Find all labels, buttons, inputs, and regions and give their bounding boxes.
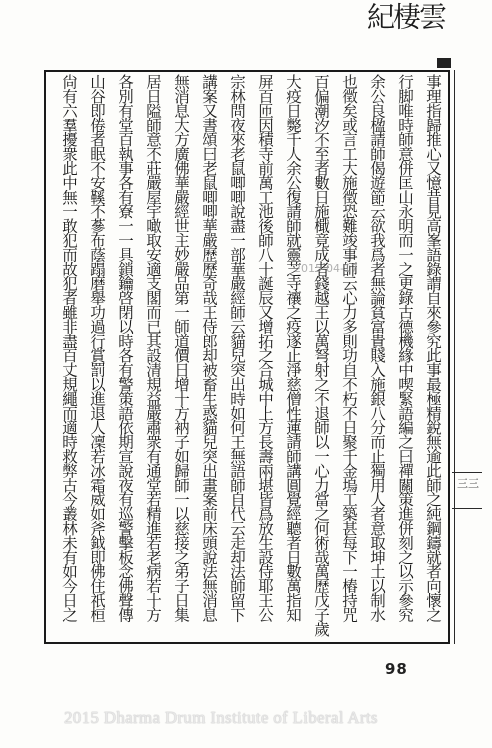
text-frame (44, 70, 450, 644)
text-column: 行脚唯時師意併匡山永明而一之更錄古德機緣中喫緊語編之曰禪關策進併刻之以示參究 (396, 74, 414, 622)
text-column: 百偏潮汐不至者數日施檝竟成者錢越王以萬弩射之不退師以一心力當之何術哉萬歷戊子歲 (312, 74, 330, 636)
text-column: 屏百匝因積寺前萬工池後師八十誕辰又增拓之合城中上方長壽兩堪皆爲放生設侍耶王公 (256, 74, 274, 622)
watermark-institute: 2015 Dharma Drum Institute of Liberal Arts (64, 708, 378, 727)
text-column: 無消息大方廣佛華嚴經世主妙嚴品第一師道價日增十方衲子如歸師一以慈接之弟子日集 (172, 74, 190, 622)
watermark-date: 2015-04-17 (294, 262, 358, 275)
book-heading: 雲棲紀 (363, 2, 448, 32)
text-column: 余公良楹請師偈遊節云欲我爲者無論貧富貴賤入施銀八分而止獨用人者意取坤土以制水 (368, 74, 386, 622)
text-column: 也徵矣或言工大施徵恐難竣事師云心力多則功自不朽不日聚千金塢工築甚每下一樁持咒 (340, 74, 358, 622)
margin-rule-top (454, 70, 455, 644)
page-number: 98 (385, 660, 408, 678)
text-column: 山谷即倦者眠不安鞵不蔘布蔭蹋磨舉功過行賞罰以進退人凜若冰霜威如斧鉞即佛住祇桓 (88, 74, 106, 622)
text-column: 講案又書頌曰老鼠唧唧華嚴歷歷奇哉王侍郎却被畜生惑貓兒突出畫案前床頭說法無消息 (200, 74, 218, 622)
margin-marker: 三三 (457, 477, 479, 490)
text-column: 宗林問夜來老鼠唧唧說盡一部華嚴經師云貓兒突出時如何王無語師自代云走却法師留下 (228, 74, 246, 622)
text-column: 各別有堂百執事各有寮一一具鎖鑰啓閉以時各有警策語依期宣說夜有巡警擊板念佛聲傳 (116, 74, 134, 622)
text-column: 尙有六羣擾衆此中無一敢犯而故犯者雖非盡百丈規繩而適時救弊古今叢林未有如今日之 (60, 74, 78, 622)
text-column: 居日隘師意不莊嚴屋宇噉取安適支閣而已其設清規益嚴肅衆有通堂若精進若老病若十方 (144, 74, 162, 622)
heading-seal-mark (437, 58, 451, 68)
margin-tick (452, 472, 482, 473)
margin-tick (452, 508, 482, 509)
text-column: 大疫日斃千人余公復請師就靈芝寺禳之疫遂止淨慈僧性蓮請師講圓覺經聽者日數萬指知 (284, 74, 302, 622)
text-column: 事理指歸推心又憶昔見高峯語錄謂自來參究此事最極精銳無逾此師之純鋼鑄就者向懷之 (424, 74, 442, 622)
